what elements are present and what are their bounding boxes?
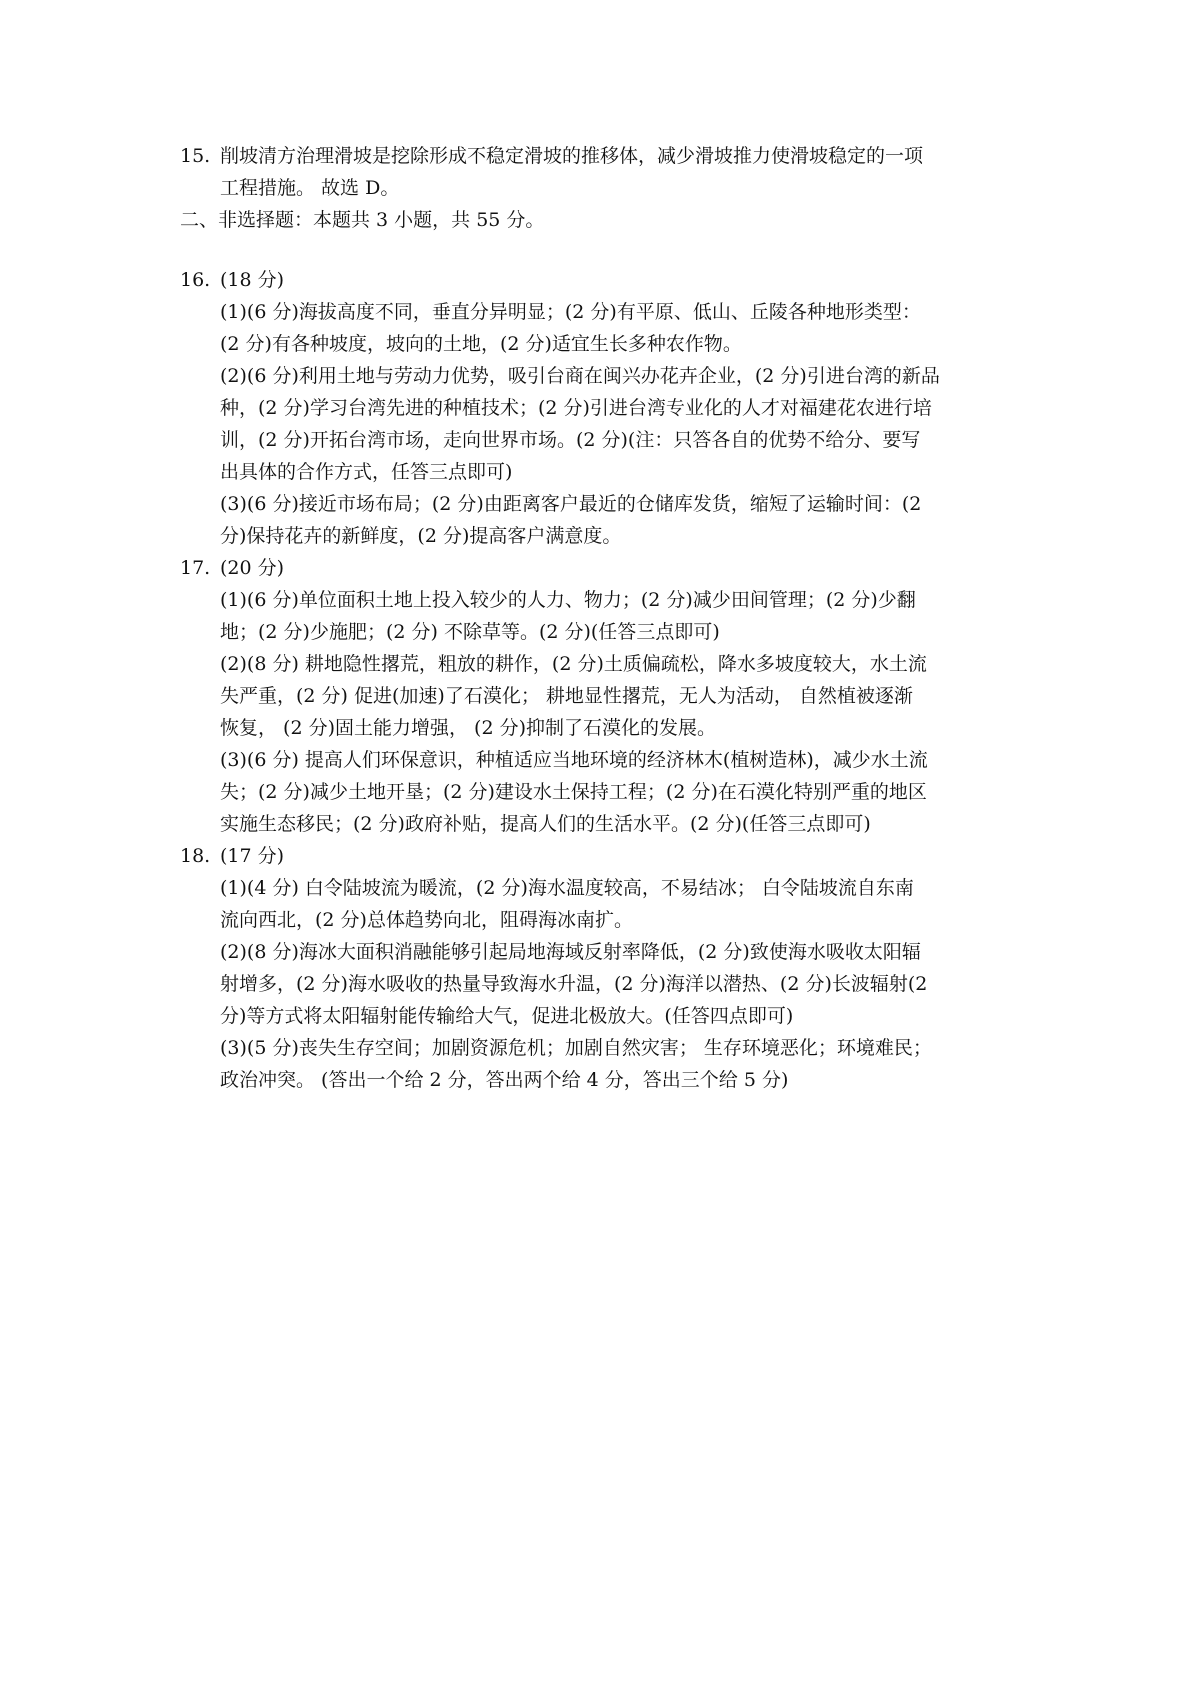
answer-line: 工程措施。 故选 D。: [220, 177, 400, 199]
answer-line: (2 分)有各种坡度，坡向的土地，(2 分)适宜生长多种农作物。: [220, 333, 742, 355]
question-score: (17 分): [220, 845, 285, 867]
answer-line: 恢复， (2 分)固土能力增强， (2 分)抑制了石漠化的发展。: [220, 717, 716, 739]
answer-line: 出具体的合作方式，任答三点即可): [220, 461, 513, 483]
answer-line: 流向西北，(2 分)总体趋势向北，阻碍海冰南扩。: [220, 909, 633, 931]
answer-line: (3)(6 分)接近市场布局；(2 分)由距离客户最近的仓储库发货，缩短了运输时间：(2: [220, 493, 922, 515]
question-number: 17.: [180, 557, 211, 579]
answer-line: 失；(2 分)减少土地开垦；(2 分)建设水土保持工程；(2 分)在石漠化特别严重的地区: [220, 781, 927, 803]
answer-line: (1)(4 分) 白令陆坡流为暖流，(2 分)海水温度较高，不易结冰； 白令陆坡流自东南: [220, 877, 914, 899]
answer-line: 射增多，(2 分)海水吸收的热量导致海水升温，(2 分)海洋以潜热、(2 分)长波辐射(2: [220, 973, 928, 995]
question-number: 15.: [180, 145, 211, 167]
question-score: (18 分): [220, 269, 285, 291]
answer-line: 政治冲突。 (答出一个给 2 分，答出两个给 4 分，答出三个给 5 分): [220, 1069, 789, 1091]
answer-line: (3)(5 分)丧失生存空间；加剧资源危机；加剧自然灾害； 生存环境恶化；环境难民；: [220, 1037, 932, 1059]
question-16: [180, 264, 1040, 552]
question-number: 18.: [180, 845, 211, 867]
answer-page: [180, 140, 1040, 1096]
answer-line: 分)等方式将太阳辐射能传输给大气，促进北极放大。(任答四点即可): [220, 1005, 794, 1027]
question-15: [180, 140, 1040, 204]
answer-line: (1)(6 分)海拔高度不同，垂直分异明显；(2 分)有平原、低山、丘陵各种地形类型：: [220, 301, 921, 323]
answer-line: 分)保持花卉的新鲜度，(2 分)提高客户满意度。: [220, 525, 622, 547]
answer-line: 削坡清方治理滑坡是挖除形成不稳定滑坡的推移体，减少滑坡推力使滑坡稳定的一项: [220, 145, 924, 167]
answer-line: (1)(6 分)单位面积土地上投入较少的人力、物力；(2 分)减少田间管理；(2 分)少翻: [220, 589, 916, 611]
answer-line: 地；(2 分)少施肥；(2 分) 不除草等。(2 分)(任答三点即可): [220, 621, 720, 643]
answer-line: 种，(2 分)学习台湾先进的种植技术；(2 分)引进台湾专业化的人才对福建花农进行培: [220, 397, 932, 419]
answer-line: (2)(8 分) 耕地隐性撂荒，粗放的耕作，(2 分)土质偏疏松，降水多坡度较大，水土流: [220, 653, 927, 675]
answer-line: (2)(8 分)海冰大面积消融能够引起局地海域反射率降低，(2 分)致使海水吸收太阳辐: [220, 941, 921, 963]
question-18: [180, 840, 1040, 1096]
question-17: [180, 552, 1040, 840]
answer-line: 训，(2 分)开拓台湾市场，走向世界市场。(2 分)(注：只答各自的优势不给分、要写: [220, 429, 921, 451]
answer-line: 失严重，(2 分) 促进(加速)了石漠化； 耕地显性撂荒，无人为活动， 自然植被逐渐: [220, 685, 913, 707]
answer-line: (2)(6 分)利用土地与劳动力优势，吸引台商在闽兴办花卉企业，(2 分)引进台湾的新品: [220, 365, 940, 387]
section-heading: 二、非选择题：本题共 3 小题，共 55 分。: [180, 209, 545, 231]
answer-line: 实施生态移民；(2 分)政府补贴，提高人们的生活水平。(2 分)(任答三点即可): [220, 813, 871, 835]
answer-line: (3)(6 分) 提高人们环保意识，种植适应当地环境的经济林木(植树造林)，减少水土流: [220, 749, 928, 771]
question-number: 16.: [180, 269, 211, 291]
question-score: (20 分): [220, 557, 285, 579]
